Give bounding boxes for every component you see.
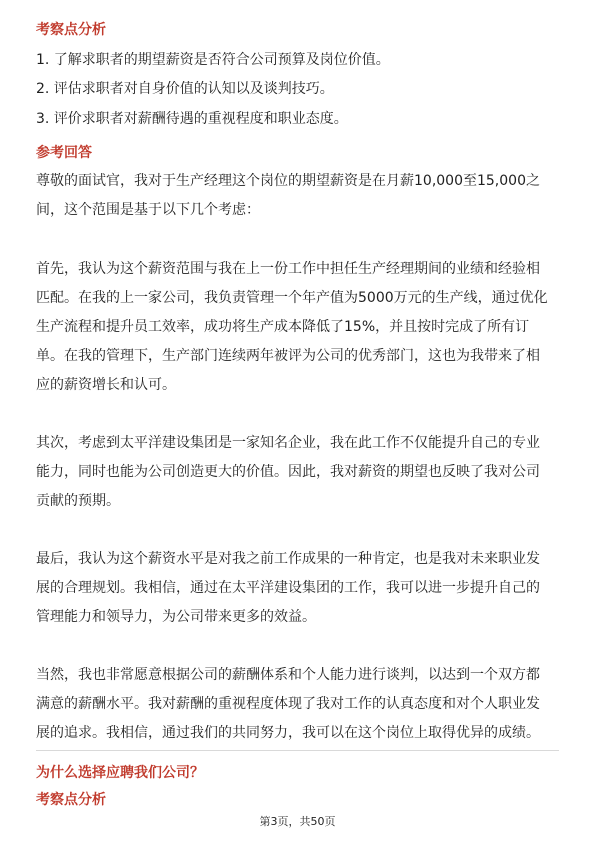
answer-p4-line-2: 展的合理规划。我相信，通过在太平洋建设集团的工作，我可以进一步提升自己的 [36, 580, 540, 596]
next-question-heading: 为什么选择应聘我们公司？ [36, 765, 204, 781]
answer-p3-line-1: 其次，考虑到太平洋建设集团是一家知名企业，我在此工作不仅能提升自己的专业 [36, 435, 540, 451]
answer-p2-line-4: 单。在我的管理下，生产部门连续两年被评为公司的优秀部门，这也为我带来了相 [36, 348, 540, 364]
answer-p5-line-1: 当然，我也非常愿意根据公司的薪酬体系和个人能力进行谈判，以达到一个双方都 [36, 667, 540, 683]
answer-p3-line-2: 能力，同时也能为公司创造更大的价值。因此，我对薪资的期望也反映了我对公司 [36, 464, 540, 480]
answer-p2-line-2: 匹配。在我的上一家公司，我负责管理一个年产值为5000万元的生产线，通过优化 [36, 290, 548, 306]
answer-p2-line-3: 生产流程和提升员工效率，成功将生产成本降低了15%，并且按时完成了所有订 [36, 319, 530, 335]
answer-p3-line-3: 贡献的预期。 [36, 493, 120, 509]
answer-p1-line-1: 尊敬的面试官，我对于生产经理这个岗位的期望薪资是在月薪10,000至15,000之 [36, 173, 540, 189]
analysis-item-1: 1. 了解求职者的期望薪资是否符合公司预算及岗位价值。 [36, 52, 390, 68]
answer-p4-line-1: 最后，我认为这个薪资水平是对我之前工作成果的一种肯定，也是我对未来职业发 [36, 551, 540, 567]
next-analysis-heading: 考察点分析 [36, 792, 106, 808]
section-divider [36, 750, 559, 751]
analysis-item-2: 2. 评估求职者对自身价值的认知以及谈判技巧。 [36, 81, 334, 97]
analysis-item-3: 3. 评价求职者对薪酬待遇的重视程度和职业态度。 [36, 111, 348, 127]
answer-p5-line-3: 展的追求。我相信，通过我们的共同努力，我可以在这个岗位上取得优异的成绩。 [36, 725, 540, 741]
answer-p1-line-2: 间，这个范围是基于以下几个考虑： [36, 202, 260, 218]
answer-p5-line-2: 满意的薪酬水平。我对薪酬的重视程度体现了我对工作的认真态度和对个人职业发 [36, 696, 540, 712]
answer-p2-line-1: 首先，我认为这个薪资范围与我在上一份工作中担任生产经理期间的业绩和经验相 [36, 261, 540, 277]
answer-p4-line-3: 管理能力和领导力，为公司带来更多的效益。 [36, 609, 316, 625]
page-number-footer: 第3页，共50页 [259, 815, 336, 828]
analysis-heading: 考察点分析 [36, 22, 106, 38]
answer-p2-line-5: 应的薪资增长和认可。 [36, 377, 176, 393]
reference-answer-heading: 参考回答 [36, 145, 92, 161]
